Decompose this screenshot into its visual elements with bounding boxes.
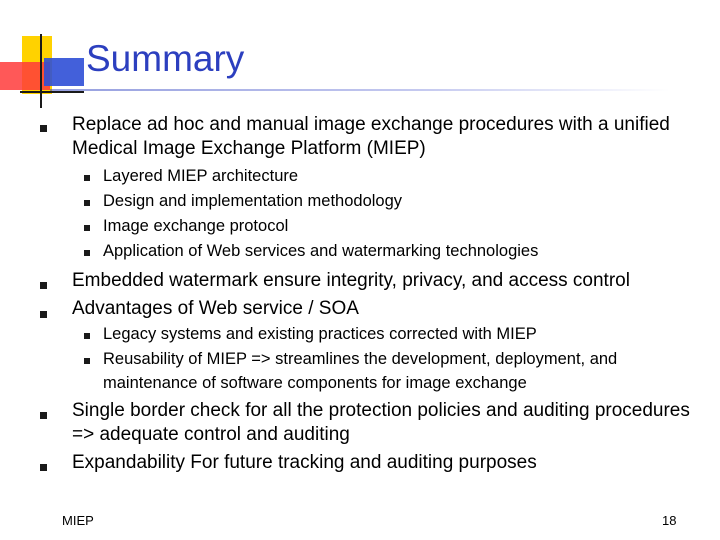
bullet-square-icon bbox=[40, 125, 47, 132]
footer-label: MIEP bbox=[62, 513, 94, 528]
page-number: 18 bbox=[662, 513, 677, 528]
sub-bullet-item: Design and implementation methodology bbox=[103, 192, 403, 210]
sub-bullet-item: Layered MIEP architecture bbox=[103, 167, 299, 185]
sub-bullet-item: Image exchange protocol bbox=[103, 217, 289, 235]
bullet-square-icon bbox=[84, 358, 90, 364]
logo-blue-square bbox=[44, 58, 84, 86]
sub-bullet-item: Legacy systems and existing practices corrected with MIEP bbox=[103, 325, 537, 343]
bullet-square-icon bbox=[84, 225, 90, 231]
logo-vertical-line bbox=[40, 34, 42, 108]
bullet-square-icon bbox=[84, 250, 90, 256]
bullet-square-icon bbox=[40, 464, 47, 471]
logo-red-square bbox=[0, 62, 50, 90]
bullet-square-icon bbox=[84, 175, 90, 181]
bullet-square-icon bbox=[40, 311, 47, 318]
bullet-square-icon bbox=[84, 333, 90, 339]
slide-logo-graphic bbox=[0, 0, 90, 115]
bullet-item: Single border check for all the protection policies and auditing procedures => adequate control and auditing bbox=[72, 400, 690, 445]
logo-horizontal-line bbox=[20, 91, 84, 93]
bullet-square-icon bbox=[40, 412, 47, 419]
bullet-item: Embedded watermark ensure integrity, privacy, and access control bbox=[72, 270, 630, 291]
bullet-square-icon bbox=[40, 282, 47, 289]
title-underline bbox=[50, 89, 670, 91]
bullet-square-icon bbox=[84, 200, 90, 206]
slide-title: Summary bbox=[86, 38, 245, 79]
sub-bullet-item: Reusability of MIEP => streamlines the development, deployment, and maintenance of software components for image exchange bbox=[103, 350, 618, 392]
bullet-item: Advantages of Web service / SOA bbox=[72, 298, 359, 319]
sub-bullet-item: Application of Web services and watermarking technologies bbox=[103, 242, 539, 260]
bullet-item: Replace ad hoc and manual image exchange procedures with a unified Medical Image Exchange Platform (MIEP) bbox=[72, 114, 670, 159]
bullet-item: Expandability For future tracking and auditing purposes bbox=[72, 452, 537, 473]
